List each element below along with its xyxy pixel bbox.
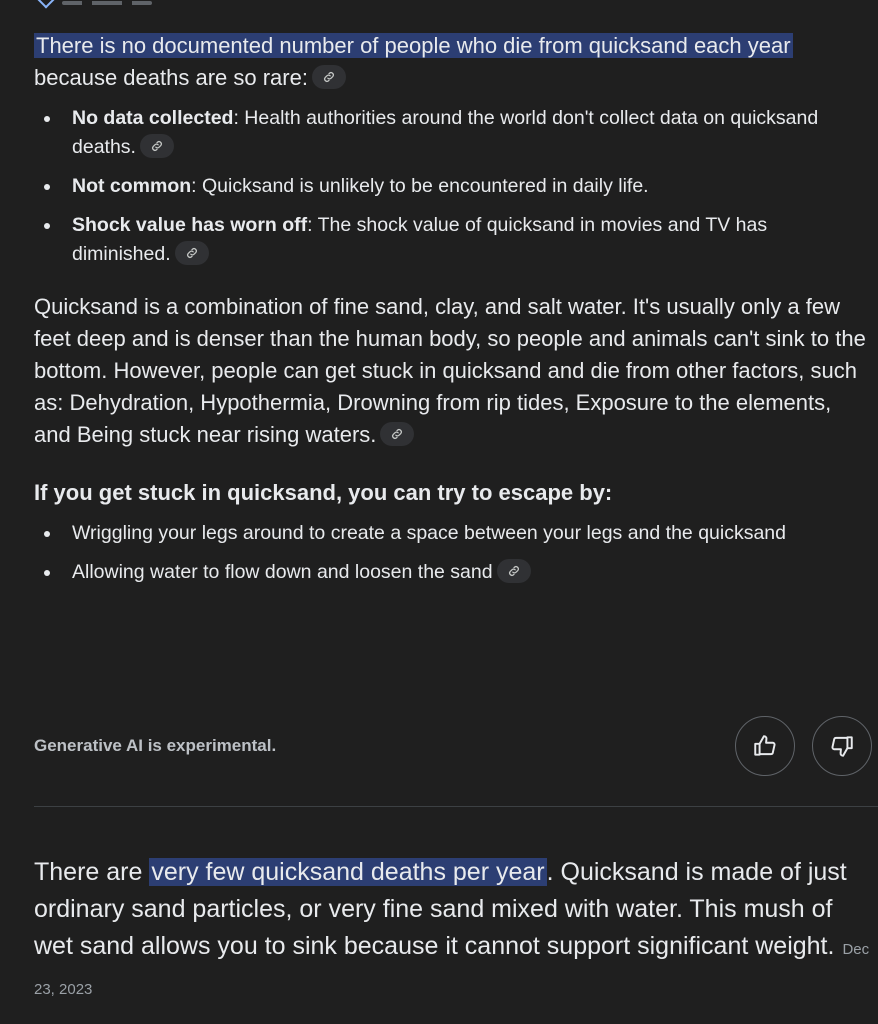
feedback-row — [34, 716, 878, 778]
explanation-paragraph — [34, 291, 870, 451]
list-item — [72, 172, 870, 201]
link-icon[interactable] — [175, 241, 209, 265]
list-item-text: : The shock value of quicksand in movies and TV has diminished. — [72, 214, 768, 265]
thumbs-down-icon — [829, 733, 855, 759]
list-item-text: Wriggling your legs around to create a space between your legs and the quicksand — [72, 522, 786, 544]
disclaimer-text: Generative AI is experimental. — [34, 736, 277, 755]
snippet-date: Dec 23, 2023 — [34, 941, 870, 998]
list-item — [72, 558, 870, 587]
overview-lead — [34, 30, 870, 94]
snippet-highlight: very few quicksand deaths per year — [151, 858, 545, 886]
paragraph-text: Quicksand is a combination of fine sand, clay, and salt water. It's usually only a few feet deep and is denser than the human body, so people and animals can't sink to the bottom. However, people can get stuck in quicksand and die from other factors, such as: Dehydration, Hypothermia, Drowning from rip tides, Exposure to the elements, and Being stuck near rising waters. — [34, 294, 866, 447]
ai-overview — [34, 30, 870, 597]
featured-snippet — [34, 854, 874, 1008]
link-icon[interactable] — [497, 559, 531, 583]
lead-highlight: There is no documented number of people who die from quicksand each year — [36, 33, 791, 58]
sparkle-icon — [38, 0, 55, 8]
thumbs-down-button[interactable] — [812, 716, 872, 776]
list-item-title: Shock value has worn off — [72, 214, 308, 236]
list-item — [72, 519, 870, 548]
list-item-text: : Quicksand is unlikely to be encountered in daily life. — [191, 175, 649, 197]
link-icon[interactable] — [380, 422, 414, 446]
thumbs-up-button[interactable] — [735, 716, 795, 776]
list-item-text: : Health authorities around the world don't collect data on quicksand deaths. — [72, 107, 819, 158]
link-icon[interactable] — [312, 65, 346, 89]
list-item — [72, 104, 870, 162]
reasons-list — [34, 104, 870, 269]
escape-list — [34, 519, 870, 587]
snippet-text-after: . Quicksand is made of just ordinary sand particles, or very fine sand mixed with water. This mush of wet sand allows you to sink because it cannot support significant weight. — [34, 858, 847, 960]
header-placeholder — [62, 1, 152, 5]
lead-rest: because deaths are so rare: — [34, 65, 308, 90]
ai-overview-header-stub — [40, 0, 170, 6]
escape-heading: If you get stuck in quicksand, you can try to escape by: — [34, 480, 613, 505]
thumbs-up-icon — [752, 733, 778, 759]
divider — [34, 806, 878, 807]
list-item-title: No data collected — [72, 107, 234, 129]
list-item-title: Not common — [72, 175, 192, 197]
link-icon[interactable] — [140, 134, 174, 158]
list-item — [72, 211, 870, 269]
snippet-text-before: There are — [34, 858, 150, 886]
list-item-text: Allowing water to flow down and loosen the sand — [72, 561, 493, 583]
